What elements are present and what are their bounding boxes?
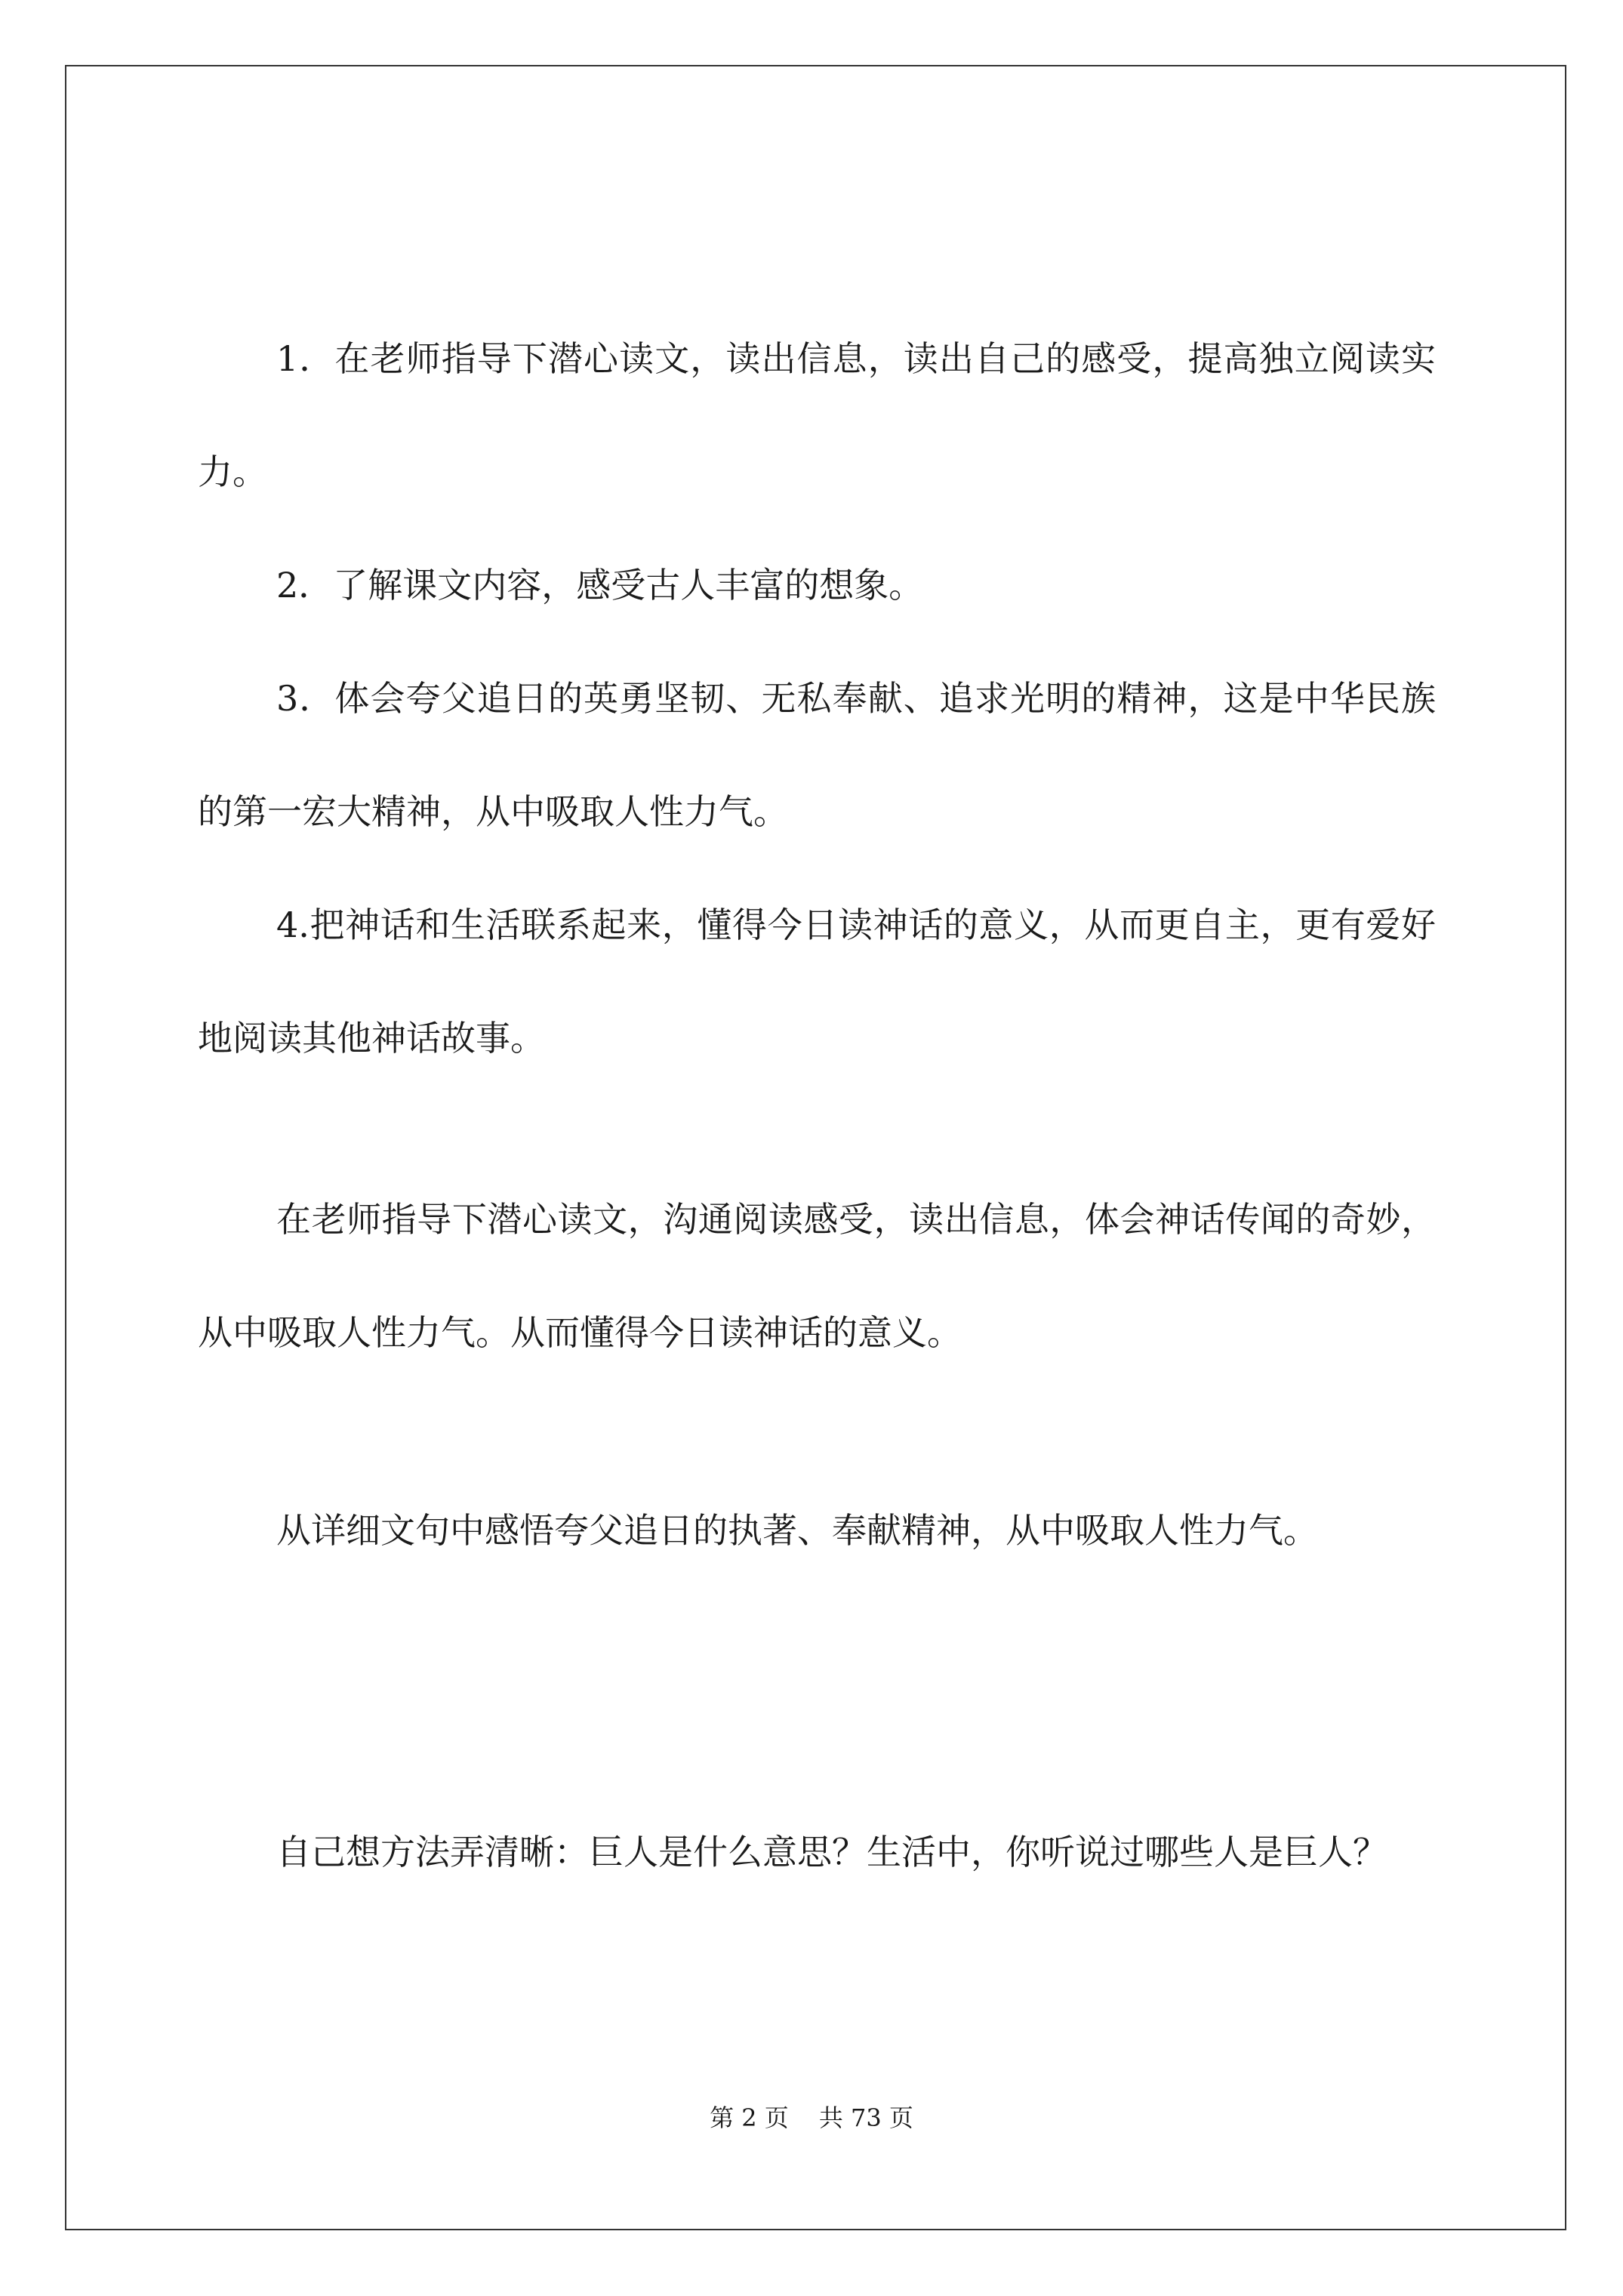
page-footer xyxy=(0,2103,1623,2133)
difficulty-paragraph: 从详细文句中感悟夸父追日的执著、奉献精神，从中吸取人性力气。 xyxy=(276,1510,1318,1551)
objective-3: 3．体会夸父追日的英勇坚韧、无私奉献、追求光明的精神，这是中华民族的第一宏大精神，从中吸取人性力气。 xyxy=(198,678,1436,832)
objective-2: 2．了解课文内容，感受古人丰富的想象。 xyxy=(276,565,924,606)
page-number-total: 共 73 页 xyxy=(818,2103,913,2132)
page-number-current: 第 2 页 xyxy=(710,2103,789,2132)
task-paragraph: 自己想方法弄清晰：巨人是什么意思？生活中，你听说过哪些人是巨人？ xyxy=(276,1832,1387,1872)
key-point-paragraph: 在老师指导下潜心读文，沟通阅读感受，读出信息，体会神话传闻的奇妙，从中吸取人性力气。从而懂得今日读神话的意义。 xyxy=(198,1199,1436,1353)
objective-1: 1．在老师指导下潜心读文，读出信息，读出自己的感受，提高独立阅读实力。 xyxy=(198,338,1436,492)
objective-4: 4.把神话和生活联系起来，懂得今日读神话的意义，从而更自主，更有爱好地阅读其他神话故事。 xyxy=(198,905,1436,1059)
